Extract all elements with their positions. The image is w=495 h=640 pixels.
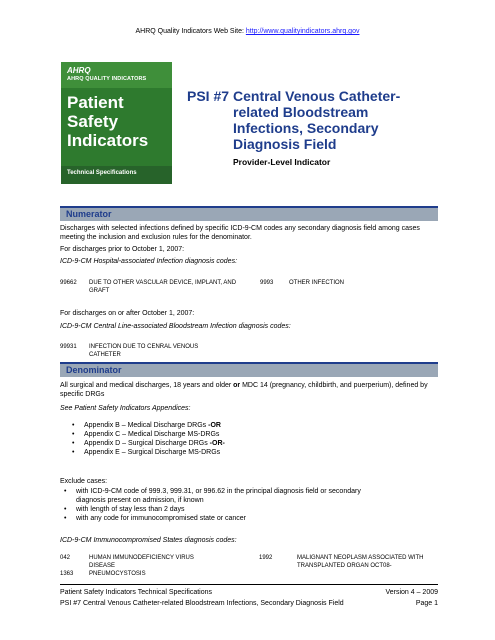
logo-brand: AHRQ (67, 66, 91, 75)
numerator-heading-text: Numerator (66, 209, 112, 219)
code-description: HUMAN IMMUNODEFICIENCY VIRUS DISEASE (89, 555, 194, 569)
page-header (0, 28, 495, 35)
code-number: 1363 (60, 571, 74, 577)
logo-line2: Patient (67, 93, 124, 112)
footer-right-2: Page 1 (415, 600, 438, 607)
list-item: • with any code for immunocompromised state or cancer (60, 514, 385, 523)
footer-left-1: Patient Safety Indicators Technical Specifications (60, 589, 213, 596)
logo-line5: Technical Specifications (67, 170, 137, 176)
appendix-text: Appendix D – Surgical Discharge DRGs (84, 440, 210, 447)
footer-left-2: PSI #7 Central Venous Catheter-related Bloodstream Infections, Secondary Diagnosis Field (60, 600, 344, 607)
appendix-text: Appendix B – Medical Discharge DRGs (84, 422, 209, 429)
list-item (68, 430, 398, 439)
footer-divider (60, 584, 438, 585)
code-number: 9993 (260, 280, 274, 286)
numerator-prior-codes-label: ICD-9-CM Hospital-associated Infection diagnosis codes: (60, 258, 238, 265)
appendix-text: Appendix E – Surgical Discharge MS-DRGs (84, 449, 221, 456)
exclude-label: Exclude cases: (60, 478, 108, 485)
code-number: 042 (60, 555, 71, 561)
logo-line4: Indicators (67, 131, 149, 150)
appendix-list (68, 421, 398, 457)
numerator-prior-label: For discharges prior to October 1, 2007: (60, 246, 185, 253)
denominator-desc-or: or (233, 382, 241, 389)
denominator-heading-text: Denominator (66, 365, 122, 375)
numerator-after-codes-label: ICD-9-CM Central Line-associated Bloodstream Infection diagnosis codes: (60, 323, 291, 330)
list-item (68, 448, 398, 457)
appendix-conjunction: -OR (208, 422, 221, 429)
indicator-title: Central Venous Catheter-related Bloodstream Infections, Secondary Diagnosis Field (233, 88, 401, 152)
list-item (68, 439, 398, 448)
logo-spec-band (61, 166, 172, 184)
appendix-text: Appendix C – Medical Discharge MS-DRGs (84, 431, 220, 438)
numerator-after-label: For discharges on or after October 1, 2007: (60, 310, 195, 317)
numerator-heading (60, 206, 438, 221)
appendix-conjunction: -OR- (209, 440, 225, 447)
logo-line3: Safety (67, 112, 119, 131)
list-item (68, 421, 398, 430)
code-number: 99662 (60, 280, 77, 286)
denominator-desc-part: MDC 14 (pregnancy, childbirth, and puerperium), defined by specific DRGs (60, 382, 428, 398)
denominator-desc-part: All surgical and medical discharges, 18 years and older (60, 382, 234, 389)
indicator-number: PSI #7 (187, 88, 230, 104)
logo-line1: AHRQ QUALITY INDICATORS (67, 76, 147, 82)
denominator-heading (60, 362, 438, 377)
indicator-level: Provider-Level Indicator (233, 157, 331, 167)
code-description: INFECTION DUE TO CENRAL VENOUS CATHETER (89, 344, 199, 358)
list-item: • with length of stay less than 2 days (60, 505, 385, 514)
numerator-description: Discharges with selected infections defined by specific ICD-9-CM codes any secondary diagnosis field among cases meeting the inclusion and exclusion rules for the denominator. (60, 225, 420, 241)
denominator-description (60, 381, 440, 399)
header-prefix: AHRQ Quality Indicators Web Site: (135, 28, 246, 35)
logo-title (67, 93, 148, 150)
list-item: • with ICD-9-CM code of 999.3, 999.31, or 996.62 in the principal diagnosis field or secondary diagnosis present on admission, if known (60, 487, 385, 505)
footer-right-1: Version 4 – 2009 (385, 589, 438, 596)
exclude-list (60, 487, 385, 523)
header-url-link[interactable]: http://www.qualityindicators.ahrq.gov (245, 28, 360, 35)
code-description: DUE TO OTHER VASCULAR DEVICE, IMPLANT, AND GRAFT (89, 280, 237, 294)
code-description: MALIGNANT NEOPLASM ASSOCIATED WITH TRANSPLANTED ORGAN OCT08- (297, 555, 424, 569)
denominator-see-appendices: See Patient Safety Indicators Appendices: (60, 405, 191, 412)
ahrq-logo (61, 62, 172, 184)
code-description: OTHER INFECTION (289, 280, 344, 286)
immuno-codes-label: ICD-9-CM Immunocompromised States diagnosis codes: (60, 537, 237, 544)
code-number: 99931 (60, 344, 77, 350)
code-description: PNEUMOCYSTOSIS (89, 571, 146, 577)
code-number: 1992 (259, 555, 273, 561)
